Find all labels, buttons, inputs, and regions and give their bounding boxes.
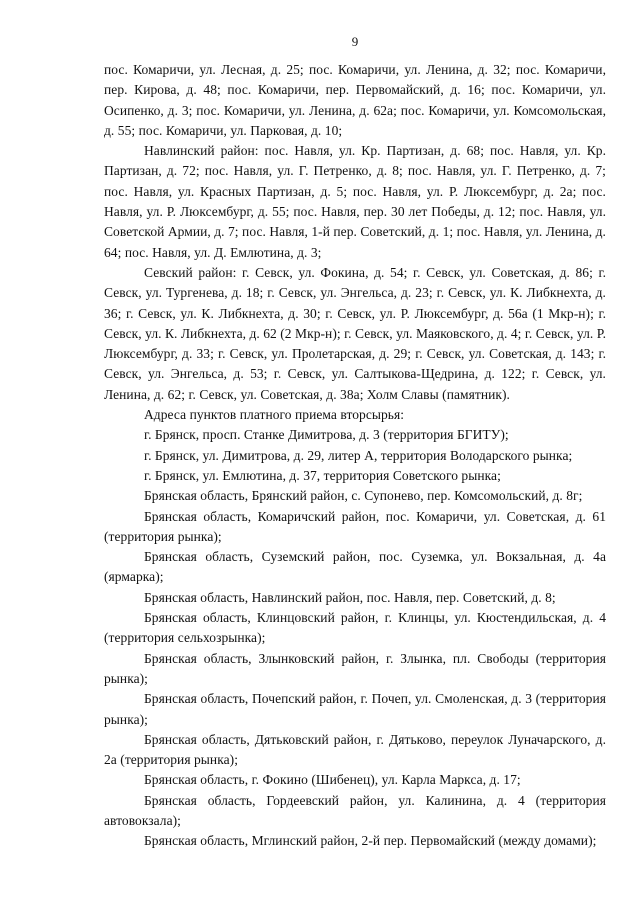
paragraph-recycling-heading: Адреса пунктов платного приема вторсырья: [144, 407, 405, 423]
address-item: Брянская область, Дятьковский район, г. Дятьково, переулок Луначарского, д. 2а (территория рынка); [104, 731, 606, 768]
document-body [104, 60, 606, 852]
address-item: Брянская область, Мглинский район, 2-й пер. Первомайский (между домами); [144, 833, 597, 849]
address-item: Брянская область, Злынковский район, г. Злынка, пл. Свободы (территория рынка); [104, 650, 606, 686]
paragraph-sevsky-district: Севский район: г. Севск, ул. Фокина, д. 54; г. Севск, ул. Советская, д. 86; г. Севск, ул. Тургенева, д. 18; г. Севск, ул. Энгельса, д. 23; г. Севск, ул. К. Либкнехта, д. 36; г. Севск, ул. К. Либкнехта, д. 30; г. Севск, ул. Р. Люксембург, д. 56а (1 Мкр-н); г. Севск, ул. К. Либкнехта, д. 62 (2 Мкр-н); г. Севск, ул. Маяковского, д. 4; г. Севск, ул. Р. Люксембург, д. 33; г. Севск, ул. Пролетарская, д. 29; г. Севск, ул. Советская, д. 143; г. Севск, ул. Энгельса, д. 53; г. Севск, ул. Салтыкова-Щедрина, д. 122; г. Севск, ул. Ленина, д. 62; г. Севск, ул. Советская, д. 38а; Холм Славы (памятник). [104, 264, 606, 402]
address-item: Брянская область, Суземский район, пос. Суземка, ул. Вокзальная, д. 4а (ярмарка); [104, 549, 606, 585]
address-item: Брянская область, Почепский район, г. Почеп, ул. Смоленская, д. 3 (территория рынка); [104, 691, 606, 727]
page-number: 9 [351, 34, 359, 49]
address-item: г. Брянск, ул. Емлютина, д. 37, территория Советского рынка; [144, 467, 501, 483]
address-item: Брянская область, Комаричский район, пос. Комаричи, ул. Советская, д. 61 (территория рынка); [104, 508, 606, 544]
address-item: Брянская область, Навлинский район, пос. Навля, пер. Советский, д. 8; [144, 589, 556, 605]
address-item: Брянская область, Брянский район, с. Супонево, пер. Комсомольский, д. 8г; [144, 488, 583, 504]
paragraph-navlinsky-district: Навлинский район: пос. Навля, ул. Кр. Партизан, д. 68; пос. Навля, ул. Кр. Партизан, д. 72; пос. Навля, ул. Г. Петренко, д. 8; пос. Навля, ул. Г. Петренко, д. 7; пос. Навля, ул. Красных Партизан, д. 5; пос. Навля, ул. Р. Люксембург, д. 2а; пос. Навля, ул. Р. Люксембург, д. 55; пос. Навля, пер. 30 лет Победы, д. 12; пос. Навля, ул. Советской Армии, д. 7; пос. Навля, 1-й пер. Советский, д. 1; пос. Навля, ул. Ленина, д. 64; пос. Навля, ул. Д. Емлютина, д. 3; [104, 143, 606, 260]
address-item: г. Брянск, ул. Димитрова, д. 29, литер А, территория Володарского рынка; [144, 447, 573, 463]
paragraph-komarichi-continued: пос. Комаричи, ул. Лесная, д. 25; пос. Комаричи, ул. Ленина, д. 32; пос. Комаричи, пер. Кирова, д. 48; пос. Комаричи, пер. Первомайский, д. 16; пос. Комаричи, ул. Осипенко, д. 3; пос. Комаричи, ул. Ленина, д. 62а; пос. Комаричи, ул. Комсомольская, д. 55; пос. Комаричи, ул. Парковая, д. 10; [104, 62, 606, 138]
address-item: Брянская область, Клинцовский район, г. Клинцы, ул. Кюстендильская, д. 4 (территория сельхозрынка); [104, 610, 606, 646]
address-item: г. Брянск, просп. Станке Димитрова, д. 3 (территория БГИТУ); [144, 427, 509, 443]
address-item: Брянская область, г. Фокино (Шибенец), ул. Карла Маркса, д. 17; [144, 772, 521, 788]
address-item: Брянская область, Гордеевский район, ул. Калинина, д. 4 (территория автовокзала); [104, 792, 606, 828]
